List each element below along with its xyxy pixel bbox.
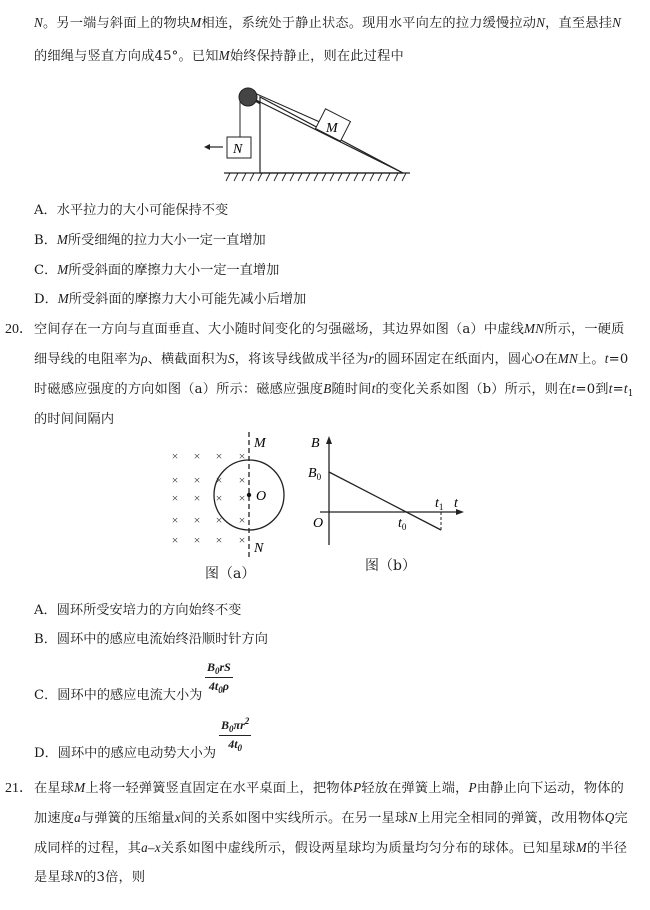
var-b: B bbox=[323, 381, 332, 396]
option-letter: B． bbox=[34, 233, 57, 248]
text: 轻放在弹簧上端， bbox=[361, 781, 469, 796]
q21-number: 21． bbox=[5, 781, 33, 796]
field-x-icon: × bbox=[193, 473, 201, 487]
text: 完 bbox=[614, 811, 628, 826]
figure-a-magnetic-field bbox=[160, 430, 310, 560]
q19-option-a[interactable] bbox=[34, 199, 228, 218]
text: 上用完全相同的弹簧，改用物体 bbox=[417, 811, 605, 826]
formula-numerator: $B_0rS$ bbox=[207, 660, 231, 676]
b0-label: $B_0$ bbox=[308, 466, 322, 482]
var-o: O bbox=[534, 351, 545, 366]
var-x: x bbox=[174, 810, 181, 825]
formula-denominator: $4t_0$ bbox=[228, 737, 243, 753]
option-text: 圆环中的感应电流大小为 bbox=[57, 688, 203, 703]
option-text: 圆环中的感应电动势大小为 bbox=[57, 746, 217, 761]
q20-text-line-2 bbox=[34, 348, 628, 367]
figure-b-caption: 图（b） bbox=[365, 558, 416, 574]
text: 始终保持静止，则在此过程中 bbox=[229, 49, 404, 64]
q21-text-line-1 bbox=[34, 777, 624, 796]
ground-hatching bbox=[226, 173, 406, 181]
option-d-formula bbox=[219, 716, 251, 753]
option-letter: D． bbox=[34, 746, 58, 761]
field-x-icon: × bbox=[193, 449, 201, 463]
pulley-icon bbox=[239, 88, 257, 106]
axis-label-t: t bbox=[454, 496, 458, 511]
option-text: 所受斜面的摩擦力大小可能先减小后增加 bbox=[68, 292, 307, 307]
var-n: N bbox=[34, 15, 43, 30]
field-x-icon: × bbox=[171, 513, 179, 527]
text: ，将该导线做成半径为 bbox=[234, 352, 369, 367]
text: = bbox=[612, 382, 624, 397]
var-n: N bbox=[536, 15, 546, 30]
option-letter: C． bbox=[34, 688, 58, 703]
option-c-formula bbox=[205, 660, 233, 695]
option-text: 水平拉力的大小可能保持不变 bbox=[56, 203, 229, 218]
field-x-icon: × bbox=[193, 491, 201, 505]
field-x-icon: × bbox=[215, 513, 223, 527]
q19-option-c[interactable] bbox=[34, 259, 279, 278]
q19-option-b[interactable] bbox=[34, 229, 266, 248]
text: 的变化关系如图（b）所示，则在 bbox=[375, 382, 572, 397]
option-letter: B． bbox=[34, 632, 57, 647]
option-text: 圆环所受安培力的方向始终不变 bbox=[56, 603, 242, 618]
text: 上将一轻弹簧竖直固定在水平桌面上，把物体 bbox=[85, 781, 354, 796]
center-o-dot bbox=[247, 493, 251, 497]
label-o: O bbox=[256, 489, 267, 504]
var-p: P bbox=[468, 780, 477, 795]
incline-top-rope bbox=[250, 91, 322, 123]
incline-pulley-figure bbox=[190, 75, 420, 190]
text: 上。 bbox=[577, 352, 605, 367]
var-m: M bbox=[56, 232, 68, 247]
var-t1: t bbox=[623, 381, 628, 396]
var-p: P bbox=[353, 780, 362, 795]
var-q: Q bbox=[604, 810, 615, 825]
field-x-icon: × bbox=[238, 513, 246, 527]
field-x-icon: × bbox=[171, 473, 179, 487]
text: 加速度 bbox=[34, 811, 75, 826]
var-m: M bbox=[74, 780, 86, 795]
var-m: M bbox=[190, 15, 202, 30]
pull-arrow-head-icon bbox=[204, 144, 210, 150]
text: =0到 bbox=[575, 382, 609, 397]
var-mn: MN bbox=[524, 321, 545, 336]
q20-text-line-1 bbox=[34, 318, 625, 337]
y-axis-arrow-icon bbox=[326, 436, 332, 444]
q21-text-line-4 bbox=[34, 866, 145, 885]
option-letter: D． bbox=[34, 292, 58, 307]
var-s: S bbox=[227, 351, 235, 366]
var-m: M bbox=[57, 262, 69, 277]
q20-text-line-3 bbox=[34, 378, 634, 399]
text: 是星球 bbox=[34, 870, 75, 885]
text: 空间存在一方向与直面垂直、大小随时间变化的匀强磁场，其边界如图（a）中虚线 bbox=[34, 322, 525, 337]
option-text: 所受斜面的摩擦力大小一定一直增加 bbox=[68, 263, 280, 278]
field-x-icon: × bbox=[171, 491, 179, 505]
option-text: 圆环中的感应电流始终沿顺时针方向 bbox=[56, 632, 268, 647]
q20-text-line-4: 的时间间隔内 bbox=[34, 412, 115, 427]
var-m: M bbox=[575, 840, 587, 855]
t0-label: $t_0$ bbox=[398, 516, 407, 532]
q20-option-c[interactable] bbox=[34, 684, 202, 703]
text: 成同样的过程，其 bbox=[34, 841, 142, 856]
var-a: a bbox=[74, 810, 81, 825]
field-x-icon: × bbox=[238, 473, 246, 487]
text: 间的关系如图中实线所示。在另一星球 bbox=[180, 811, 409, 826]
var-m: M bbox=[57, 291, 69, 306]
var-t: t bbox=[571, 381, 576, 396]
text: 的细绳与竖直方向成45°。已知 bbox=[34, 49, 219, 64]
text: 相连，系统处于静止状态。现用水平向左的拉力缓慢拉动 bbox=[201, 16, 537, 31]
text: 的半径 bbox=[586, 841, 628, 856]
var-n: N bbox=[74, 869, 84, 884]
field-x-icon: × bbox=[215, 449, 223, 463]
axis-label-b: B bbox=[311, 436, 320, 451]
field-x-icon: × bbox=[238, 491, 246, 505]
block-n-label: N bbox=[233, 142, 243, 157]
label-n: N bbox=[254, 541, 264, 556]
text: 细导线的电阻率为 bbox=[34, 352, 142, 367]
option-letter: A． bbox=[34, 603, 57, 618]
text: 在星球 bbox=[34, 781, 75, 796]
b-t-line bbox=[329, 472, 444, 530]
t1-label: $t_1$ bbox=[435, 496, 444, 512]
origin-label: O bbox=[313, 516, 324, 531]
field-x-icon: × bbox=[238, 449, 246, 463]
subscript: 1 bbox=[627, 389, 634, 399]
text: 由静止向下运动，物体的 bbox=[476, 781, 625, 796]
figure-b-b-t-graph bbox=[300, 430, 480, 560]
q20-option-b[interactable] bbox=[34, 628, 268, 647]
field-x-icon: × bbox=[193, 513, 201, 527]
q20-number: 20． bbox=[5, 322, 33, 337]
text: 时磁感应强度的方向如图（a）所示：磁感应强度 bbox=[34, 382, 324, 397]
field-x-icon: × bbox=[215, 533, 223, 547]
text: 所示，一硬质 bbox=[544, 322, 625, 337]
var-t: t bbox=[604, 351, 609, 366]
var-t: t bbox=[371, 381, 376, 396]
field-x-icon: × bbox=[171, 449, 179, 463]
text: ，直至悬挂 bbox=[545, 16, 613, 31]
text: 在 bbox=[544, 352, 558, 367]
block-m-label: M bbox=[326, 121, 338, 136]
formula-numerator: $B_0\pi r^2$ bbox=[221, 716, 250, 734]
var-mn: MN bbox=[557, 351, 578, 366]
field-x-icon: × bbox=[215, 491, 223, 505]
var-n: N bbox=[408, 810, 418, 825]
formula-denominator: $4t_0\rho$ bbox=[208, 679, 229, 695]
text: 、横截面积为 bbox=[147, 352, 228, 367]
text: 的3倍，则 bbox=[83, 870, 146, 885]
q20-option-a[interactable] bbox=[34, 599, 241, 618]
var-rho: ρ bbox=[141, 351, 148, 366]
figure-a-caption: 图（a） bbox=[205, 566, 256, 582]
text: 与弹簧的压缩量 bbox=[80, 811, 175, 826]
text: 随时间 bbox=[331, 382, 372, 397]
var-n: N bbox=[612, 15, 622, 30]
q20-option-d[interactable] bbox=[34, 742, 216, 761]
var-r: r bbox=[368, 351, 374, 366]
q19-text-line-1 bbox=[34, 12, 621, 31]
q21-text-line-3 bbox=[34, 837, 627, 856]
field-x-icon: × bbox=[238, 533, 246, 547]
option-text: 所受细绳的拉力大小一定一直增加 bbox=[67, 233, 266, 248]
text: 的圆环固定在纸面内，圆心 bbox=[373, 352, 535, 367]
field-x-icon: × bbox=[215, 473, 223, 487]
label-m: M bbox=[254, 436, 266, 451]
option-letter: C． bbox=[34, 263, 58, 278]
q21-text-line-2 bbox=[34, 807, 628, 826]
field-x-icon: × bbox=[171, 533, 179, 547]
var-a-x: a–x bbox=[141, 840, 161, 855]
q19-text-line-2 bbox=[34, 45, 404, 64]
var-t: t bbox=[608, 381, 613, 396]
text: 。另一端与斜面上的物块 bbox=[43, 16, 191, 31]
field-x-icon: × bbox=[193, 533, 201, 547]
option-letter: A． bbox=[34, 203, 57, 218]
text: 关系如图中虚线所示，假设两星球均为质量均匀分布的球体。已知星球 bbox=[160, 841, 576, 856]
q19-option-d[interactable] bbox=[34, 288, 306, 307]
var-m: M bbox=[218, 48, 230, 63]
text: =0 bbox=[608, 352, 629, 367]
